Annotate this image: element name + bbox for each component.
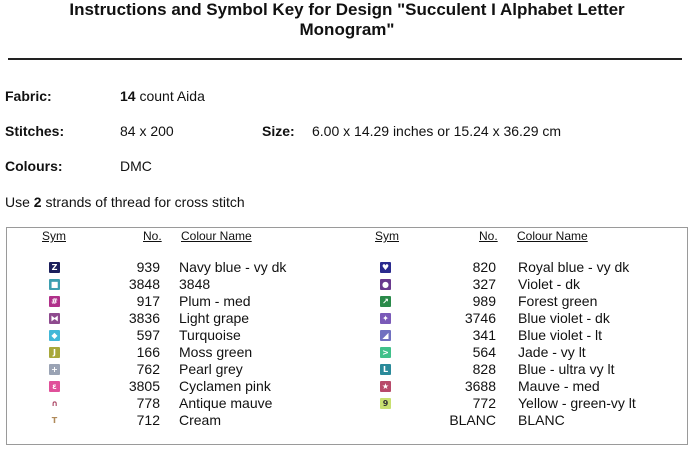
dmc-number: 778 (136, 395, 160, 411)
colours-label: Colours: (5, 158, 63, 174)
colour-name: Yellow - green-vy lt (518, 395, 636, 411)
dmc-number: 166 (136, 344, 160, 360)
left-no-header: No. (143, 229, 162, 243)
dmc-number: 762 (136, 361, 160, 377)
dmc-number: 828 (472, 361, 496, 377)
colour-name: Light grape (179, 310, 250, 326)
dmc-number: 327 (472, 276, 496, 292)
title-line-1: Instructions and Symbol Key for Design "Succulent I Alphabet Letter (69, 0, 625, 19)
colour-name: Royal blue - vy dk (518, 259, 630, 275)
symbol-swatch: ■ (50, 280, 59, 289)
colour-name: Cyclamen pink (179, 378, 271, 394)
dmc-number: 597 (136, 327, 160, 343)
colour-name: 3848 (179, 276, 211, 292)
dmc-number: 712 (136, 412, 160, 428)
symbol-swatch: J (49, 347, 60, 358)
symbol-swatch: ε (49, 381, 60, 392)
symbol-swatch: ♥ (381, 263, 390, 272)
stitches-value: 84 x 200 (120, 123, 174, 139)
strands-instruction (5, 194, 245, 210)
symbol-swatch: ◆ (49, 330, 60, 341)
colour-name: Blue violet - dk (518, 310, 610, 326)
fabric-label: Fabric: (5, 88, 52, 104)
symbol-swatch: L (380, 364, 391, 375)
dmc-number: 939 (136, 259, 160, 275)
left-sym-header: Sym (42, 229, 66, 243)
symbol-swatch: T (49, 415, 60, 426)
fabric-value (120, 88, 205, 104)
colour-name: Blue violet - lt (518, 327, 603, 343)
symbol-swatch: ✦ (380, 313, 391, 324)
title-divider (8, 58, 682, 60)
right-no-header: No. (479, 229, 498, 243)
colour-name: Moss green (179, 344, 253, 360)
dmc-number: 3688 (464, 378, 496, 394)
colour-name: Jade - vy lt (518, 344, 586, 360)
colour-name: Antique mauve (179, 395, 273, 411)
colour-name: BLANC (518, 412, 565, 428)
symbol-swatch: ⧓ (50, 314, 59, 323)
colour-name: Navy blue - vy dk (179, 259, 287, 275)
strands-post: strands of thread for cross stitch (41, 194, 245, 210)
right-sym-header: Sym (375, 229, 399, 243)
colour-name: Cream (179, 412, 222, 428)
dmc-number: 564 (472, 344, 496, 360)
strands-pre: Use (5, 194, 34, 210)
symbol-swatch: ∩ (49, 398, 60, 409)
symbol-swatch: # (49, 296, 60, 307)
left-name-header: Colour Name (181, 229, 252, 243)
dmc-number: 772 (472, 395, 496, 411)
dmc-number: 3848 (128, 276, 160, 292)
dmc-number: 820 (472, 259, 496, 275)
right-name-header: Colour Name (517, 229, 588, 243)
colour-name: Turquoise (179, 327, 241, 343)
colour-name: Blue - ultra vy lt (518, 361, 615, 377)
symbol-swatch: 9 (380, 398, 391, 409)
fabric-type: count Aida (135, 88, 205, 104)
symbol-swatch: ◢ (380, 330, 391, 341)
colour-name: Plum - med (179, 293, 251, 309)
symbol-swatch: ★ (381, 382, 390, 391)
dmc-number: BLANC (449, 412, 496, 428)
strands-count: 2 (33, 194, 42, 210)
symbol-swatch: + (49, 364, 60, 375)
colours-value: DMC (120, 158, 152, 174)
dmc-number: 341 (472, 327, 496, 343)
size-label: Size: (262, 123, 295, 139)
dmc-number: 3746 (464, 310, 496, 326)
symbol-swatch: > (380, 347, 391, 358)
dmc-number: 989 (472, 293, 496, 309)
colour-name: Violet - dk (518, 276, 580, 292)
dmc-number: 917 (136, 293, 160, 309)
symbol-swatch: Z (49, 262, 60, 273)
title-line-2: Monogram" (299, 20, 395, 39)
colour-name: Forest green (518, 293, 598, 309)
symbol-swatch: ↗ (380, 296, 391, 307)
size-value: 6.00 x 14.29 inches or 15.24 x 36.29 cm (312, 123, 562, 139)
dmc-number: 3805 (128, 378, 160, 394)
symbol-swatch: ● (380, 279, 391, 290)
dmc-number: 3836 (128, 310, 160, 326)
stitches-label: Stitches: (5, 123, 65, 139)
colour-name: Pearl grey (179, 361, 243, 377)
colour-name: Mauve - med (518, 378, 600, 394)
fabric-count: 14 (120, 88, 136, 104)
